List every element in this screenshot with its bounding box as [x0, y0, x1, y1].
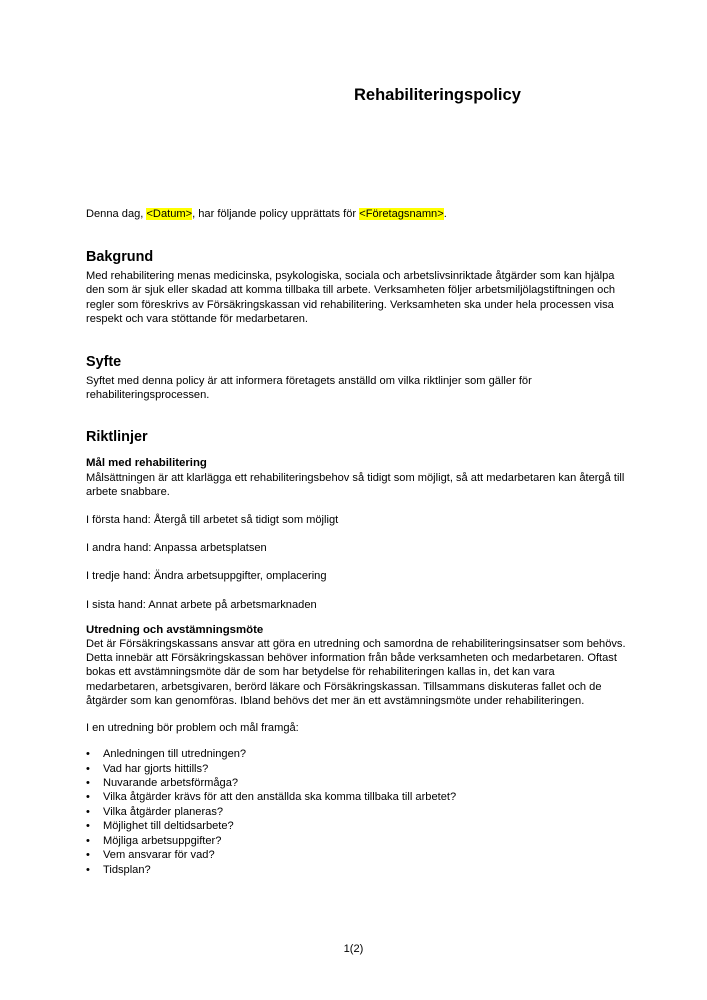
bullet-icon: • — [86, 834, 90, 847]
bullet-icon: • — [86, 777, 90, 790]
subheading-mal-med-rehabilitering: Mål med rehabilitering — [86, 457, 207, 470]
list-item — [86, 805, 626, 819]
document-title: Rehabiliteringspolicy — [354, 86, 521, 104]
list-intro: I en utredning bör problem och mål framgå: — [86, 722, 299, 735]
list-item — [86, 834, 626, 848]
question-list — [86, 747, 626, 877]
subheading-utredning: Utredning och avstämningsmöte — [86, 623, 264, 636]
list-item — [86, 863, 626, 877]
heading-bakgrund: Bakgrund — [86, 249, 154, 266]
paragraph-utredning: Det är Försäkringskassans ansvar att göra en utredning och samordna de rehabiliteringsinsatser som behövs. Detta innebär att Försäkringskassan behöver information från både verksamheten och medarbetaren. Oftast bokas ett avstämningsmöte där de som har betydelse för rehabiliteringen kallas in, det kan vara medarbetaren, arbetsgivaren, berörd läkare och Försäkringskassan. Tillsammans diskuteras fallet och de åtgärder som kan genomföras. Ibland behövs det mer än ett avstämningsmöte under rehabiliteringen. — [86, 638, 626, 707]
intro-paragraph — [86, 207, 626, 221]
heading-riktlinjer: Riktlinjer — [86, 429, 148, 446]
paragraph-bakgrund: Med rehabilitering menas medicinska, psykologiska, sociala och arbetslivsinriktade åtgärder som kan hjälpa den som är sjuk eller skadad att komma tillbaka till arbete. Verksamheten följer arbetsmiljölagstiftningen och regler som föreskrivs av Försäkringskassan vid rehabilitering. Verksamheten ska under hela processen visa respekt och vara stöttande för medarbetaren. — [86, 270, 616, 325]
intro-text-end: . — [443, 208, 447, 220]
list-item-text: Vilka åtgärder krävs för att den anställda ska komma tillbaka till arbetet? — [103, 791, 457, 804]
intro-text-start: Denna dag, — [86, 208, 147, 220]
bullet-icon: • — [86, 849, 90, 862]
list-item — [86, 762, 626, 776]
bullet-icon: • — [86, 762, 90, 775]
list-item — [86, 848, 626, 862]
paragraph-mal: Målsättningen är att klarlägga ett rehabiliteringsbehov så tidigt som möjligt, så att medarbetaren kan återgå till arbete snabbare. — [86, 471, 625, 498]
bullet-icon: • — [86, 791, 90, 804]
step-last: I sista hand: Annat arbete på arbetsmarknaden — [86, 598, 317, 611]
list-item — [86, 790, 626, 804]
list-item-text: Tidsplan? — [103, 863, 151, 876]
list-item — [86, 819, 626, 833]
date-placeholder: <Datum> — [146, 208, 193, 220]
list-item-text: Vilka åtgärder planeras? — [103, 805, 224, 818]
list-item — [86, 776, 626, 790]
bullet-icon: • — [86, 820, 90, 833]
step-second: I andra hand: Anpassa arbetsplatsen — [86, 542, 267, 555]
list-item-text: Anledningen till utredningen? — [103, 748, 247, 761]
list-item — [86, 747, 626, 761]
document-body — [86, 207, 626, 877]
list-item-text: Vem ansvarar för vad? — [103, 849, 215, 862]
intro-text-middle: , har följande policy upprättats för — [192, 208, 360, 220]
heading-syfte: Syfte — [86, 354, 122, 371]
bullet-icon: • — [86, 863, 90, 876]
list-item-text: Möjlighet till deltidsarbete? — [103, 820, 234, 833]
bullet-icon: • — [86, 805, 90, 818]
list-item-text: Nuvarande arbetsförmåga? — [103, 777, 239, 790]
step-first: I första hand: Återgå till arbetet så tidigt som möjligt — [86, 514, 339, 527]
list-item-text: Vad har gjorts hittills? — [103, 762, 209, 775]
page-number: 1(2) — [343, 943, 364, 955]
list-item-text: Möjliga arbetsuppgifter? — [103, 834, 222, 847]
step-third: I tredje hand: Ändra arbetsuppgifter, omplacering — [86, 570, 327, 583]
company-name-placeholder: <Företagsnamn> — [359, 208, 444, 220]
bullet-icon: • — [86, 748, 90, 761]
paragraph-syfte: Syftet med denna policy är att informera företagets anställd om vilka riktlinjer som gäller för rehabiliteringsprocessen. — [86, 375, 532, 402]
